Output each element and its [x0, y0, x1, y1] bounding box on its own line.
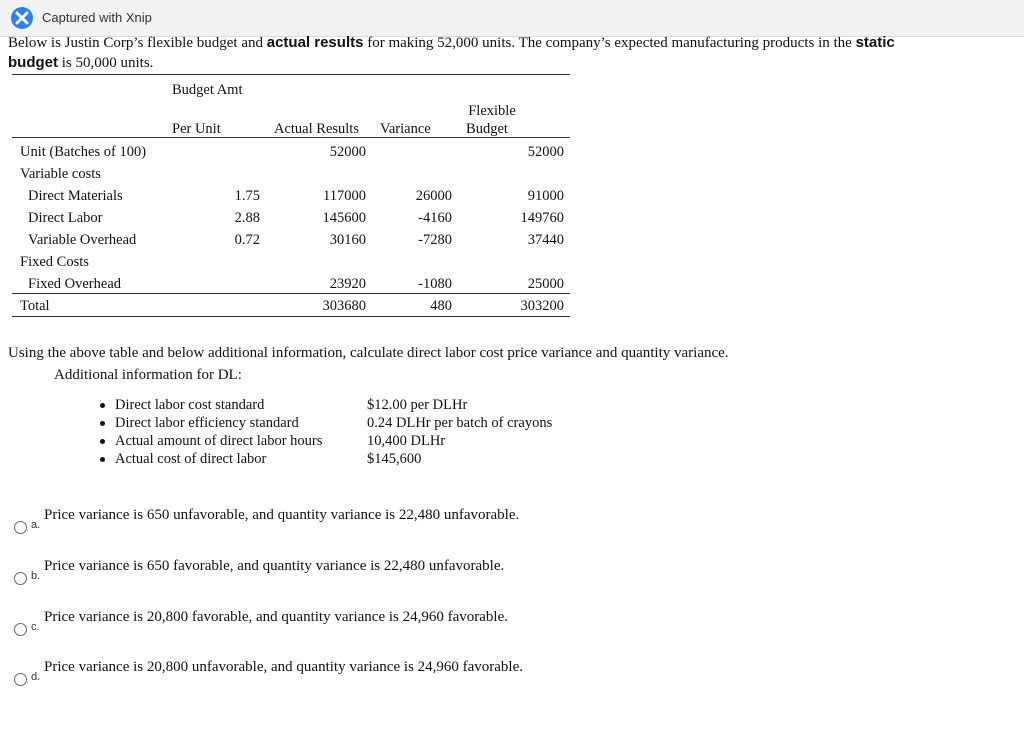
bullet-icon	[100, 403, 105, 408]
actual-cell: 23920	[329, 276, 366, 292]
row-label: Variable costs	[20, 166, 101, 182]
info-value: 10,400 DLHr	[367, 433, 446, 449]
info-value: $12.00 per DLHr	[367, 397, 468, 413]
question-text: Using the above table and below additional information, calculate direct labor cost price variance and quantity variance.	[8, 345, 729, 361]
choice-text[interactable]: Price variance is 20,800 unfavorable, and quantity variance is 24,960 favorable.	[44, 659, 523, 675]
header-budget-amt: Budget Amt	[172, 82, 243, 98]
intro-bold-budget: budget	[8, 54, 58, 71]
choice-text[interactable]: Price variance is 20,800 favorable, and quantity variance is 24,960 favorable.	[44, 609, 508, 625]
choice-letter: c.	[31, 621, 40, 633]
flexible-cell: 25000	[527, 276, 564, 292]
header-variance: Variance	[380, 121, 431, 137]
variance-cell: -7280	[418, 232, 452, 248]
per-unit-cell: 2.88	[234, 210, 260, 226]
row-label: Direct Labor	[28, 210, 103, 226]
bullet-icon	[100, 439, 105, 444]
bullet-icon	[100, 457, 105, 462]
row-label: Unit (Batches of 100)	[20, 144, 147, 160]
flexible-cell: 303200	[520, 298, 564, 314]
intro-text-1: Below is Justin Corp’s flexible budget and	[8, 35, 267, 51]
actual-cell: 30160	[329, 232, 366, 248]
table-top-rule	[12, 74, 570, 75]
flexible-cell: 149760	[520, 210, 564, 226]
header-bottom-rule	[12, 137, 570, 138]
choice-letter: b.	[31, 570, 41, 582]
variance-cell: -1080	[418, 276, 452, 292]
per-unit-cell: 0.72	[234, 232, 260, 248]
choice-text[interactable]: Price variance is 650 favorable, and quantity variance is 22,480 unfavorable.	[44, 558, 505, 574]
header-flexible-line1: Flexible	[468, 103, 516, 119]
radio-button-a[interactable]	[14, 521, 27, 534]
actual-cell: 303680	[322, 298, 366, 314]
header-per-unit: Per Unit	[172, 121, 221, 137]
info-label: Actual cost of direct labor	[115, 451, 267, 467]
xnip-logo-icon	[11, 7, 33, 29]
variance-cell: 480	[430, 298, 452, 314]
header-flexible-line2: Budget	[466, 121, 508, 137]
choice-text[interactable]: Price variance is 650 unfavorable, and quantity variance is 22,480 unfavorable.	[44, 507, 520, 523]
header-actual-results: Actual Results	[274, 121, 359, 137]
choice-letter: a.	[31, 519, 41, 531]
row-label: Fixed Overhead	[28, 276, 122, 292]
per-unit-cell: 1.75	[234, 188, 260, 204]
variance-cell: -4160	[418, 210, 452, 226]
additional-info-title: Additional information for DL:	[54, 367, 242, 383]
total-top-rule	[12, 293, 570, 294]
variance-cell: 26000	[415, 188, 452, 204]
budget-table	[12, 73, 570, 318]
info-value: 0.24 DLHr per batch of crayons	[367, 415, 553, 431]
info-label: Direct labor efficiency standard	[115, 415, 299, 431]
capture-label: Captured with Xnip	[42, 10, 152, 25]
choice-letter: d.	[31, 671, 41, 683]
intro-text-2: for making 52,000 units. The company’s expected manufacturing products in the	[363, 35, 856, 51]
intro-bold-actual-results: actual results	[266, 34, 364, 51]
actual-cell: 145600	[322, 210, 366, 226]
bullet-icon	[100, 421, 105, 426]
flexible-cell: 37440	[527, 232, 564, 248]
capture-bar	[0, 0, 1024, 37]
intro-bold-static: static	[855, 34, 895, 51]
info-label: Direct labor cost standard	[115, 397, 265, 413]
row-label: Variable Overhead	[28, 232, 137, 248]
radio-button-c[interactable]	[14, 623, 27, 636]
row-label: Direct Materials	[28, 188, 123, 204]
row-label: Fixed Costs	[20, 254, 89, 270]
radio-button-b[interactable]	[14, 572, 27, 585]
intro-text-3: is 50,000 units.	[58, 55, 154, 71]
flexible-cell: 91000	[527, 188, 564, 204]
actual-cell: 117000	[323, 188, 366, 204]
info-label: Actual amount of direct labor hours	[115, 433, 323, 449]
flexible-cell: 52000	[527, 144, 564, 160]
info-value: $145,600	[367, 451, 422, 467]
row-label: Total	[20, 298, 50, 314]
problem-intro	[8, 33, 1008, 73]
radio-button-d[interactable]	[14, 673, 27, 686]
table-bottom-rule	[12, 316, 570, 317]
actual-cell: 52000	[329, 144, 366, 160]
